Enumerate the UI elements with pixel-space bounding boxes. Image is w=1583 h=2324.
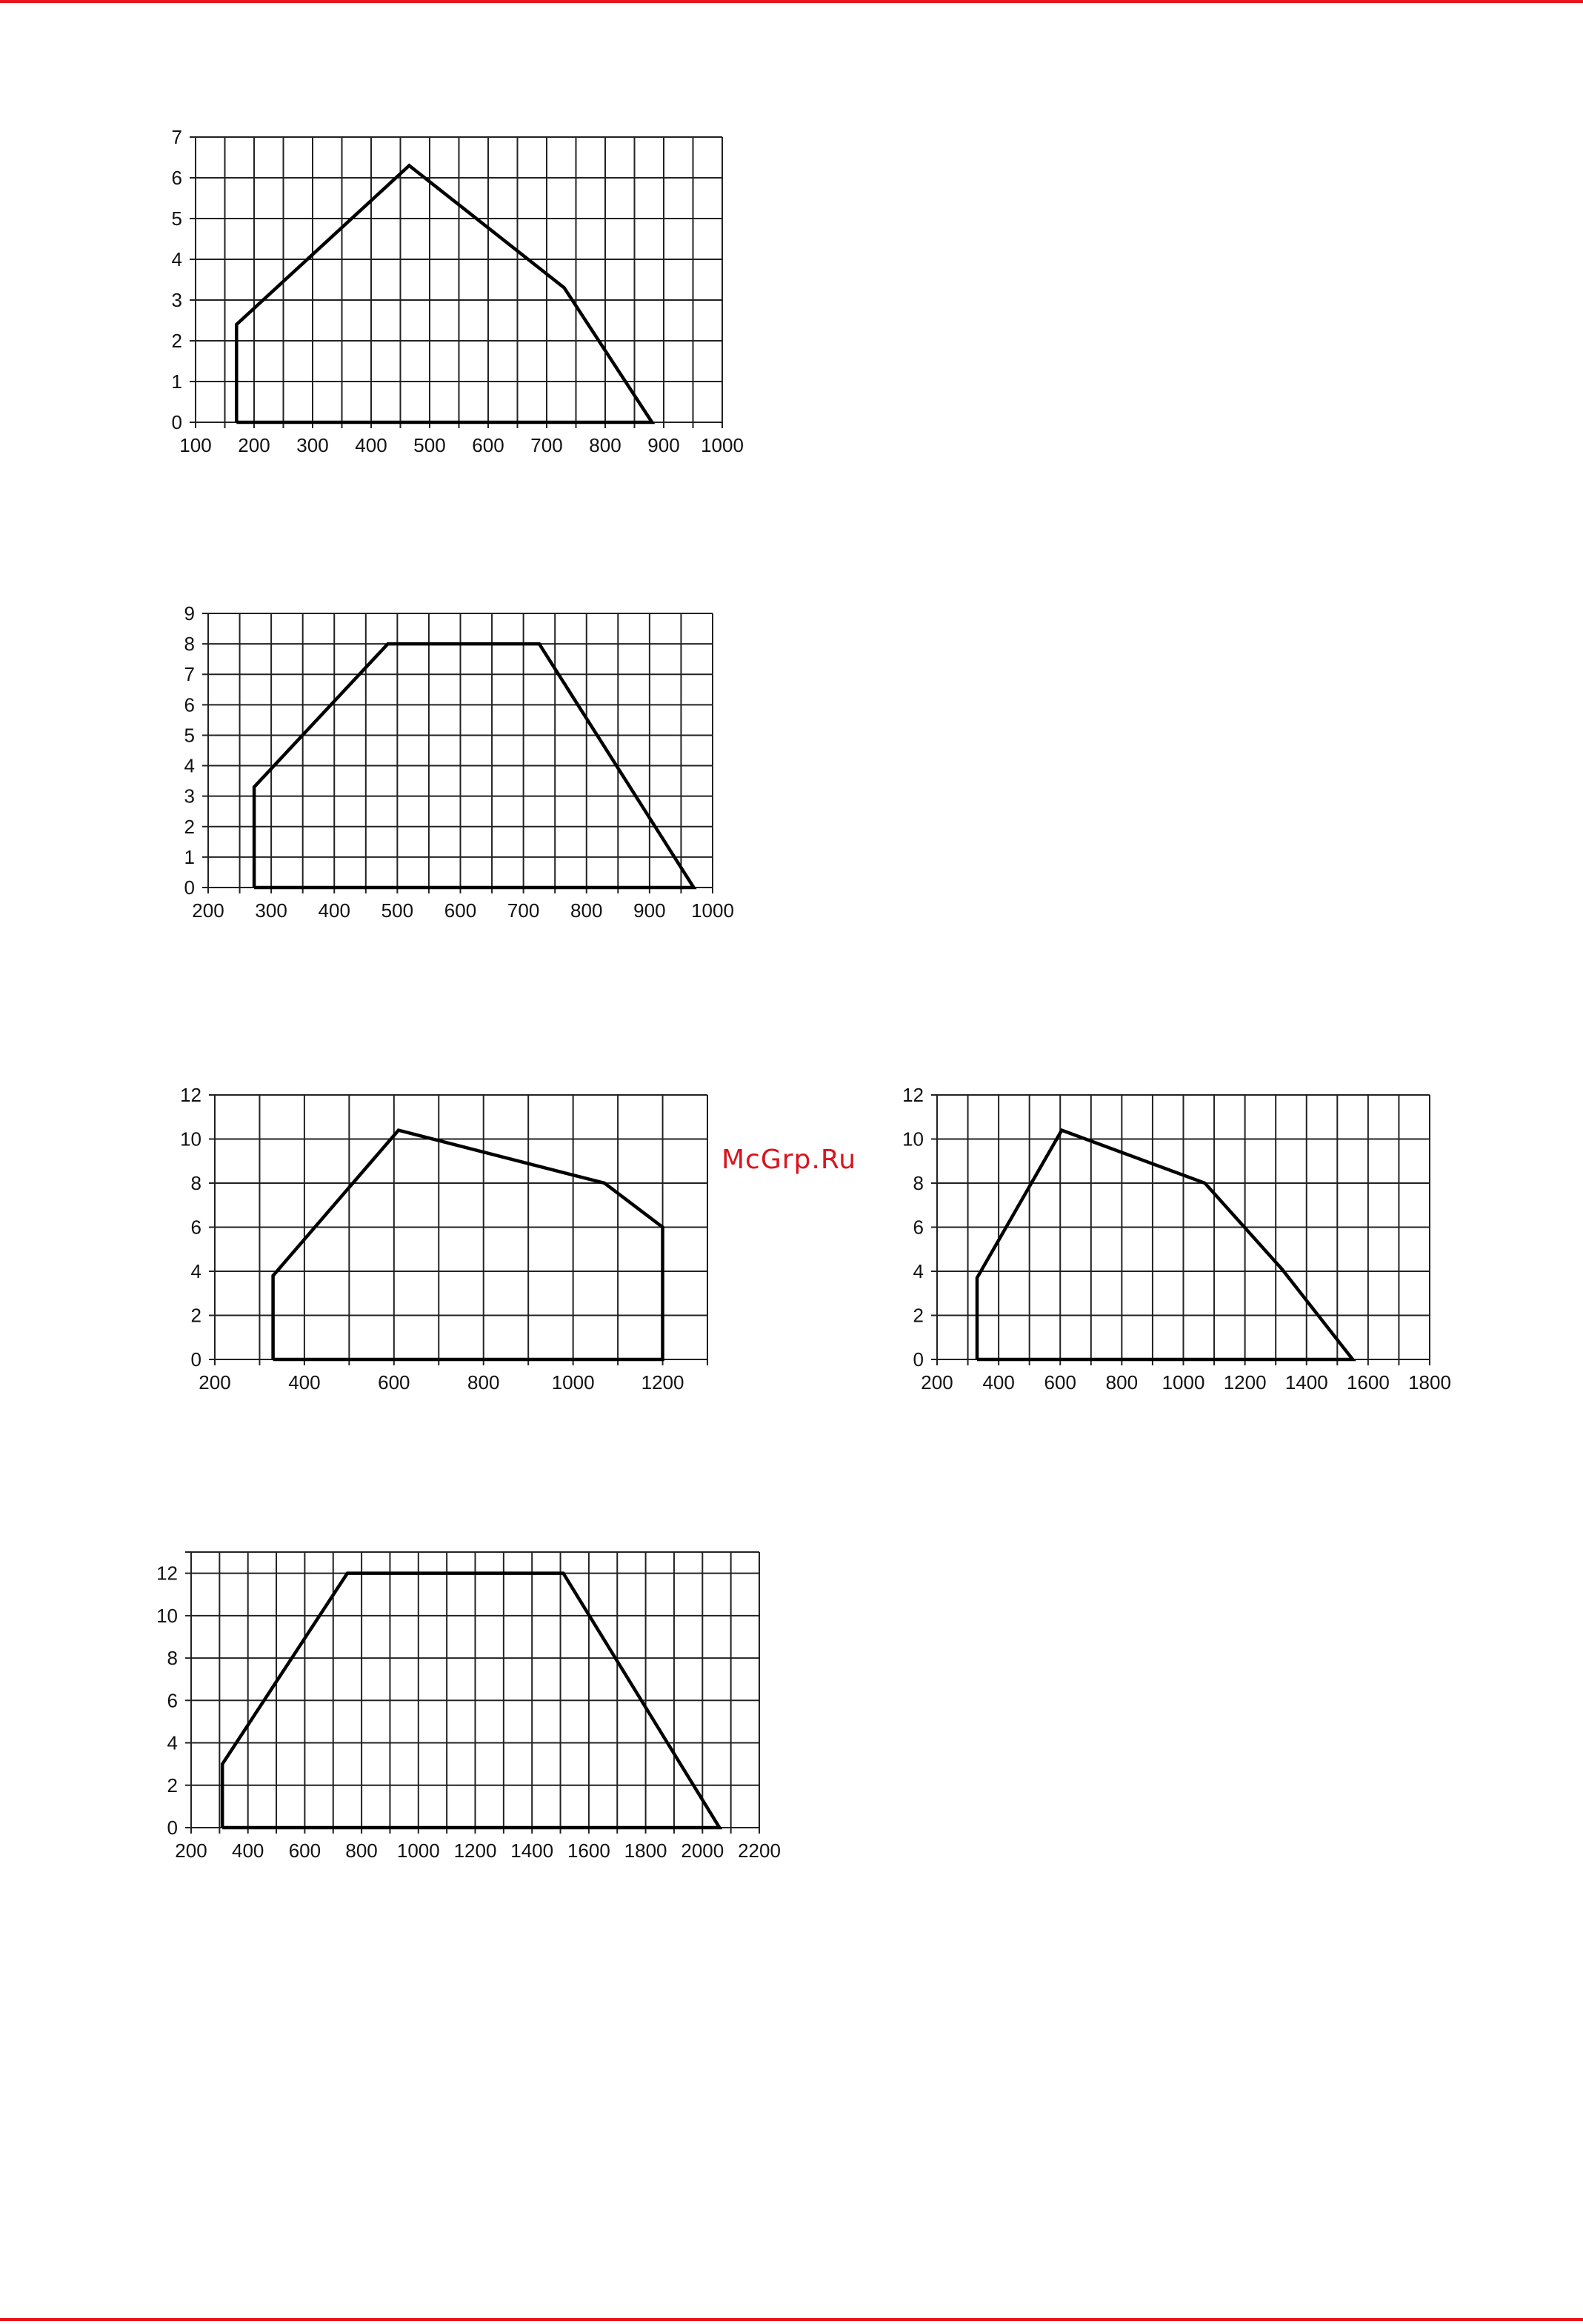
watermark-text: McGrp.Ru <box>721 1145 857 1175</box>
x-tick-label: 600 <box>444 899 477 922</box>
y-tick-label: 12 <box>156 1562 178 1585</box>
x-tick-label: 800 <box>589 434 621 456</box>
x-tick-label: 1400 <box>1284 1371 1328 1394</box>
x-tick-label: 1000 <box>1162 1371 1205 1394</box>
x-tick-label: 1000 <box>396 1839 440 1862</box>
x-tick-label: 700 <box>507 899 540 922</box>
x-tick-label: 400 <box>318 899 350 922</box>
x-tick-label: 500 <box>413 434 446 456</box>
x-tick-label: 200 <box>199 1371 231 1394</box>
y-tick-label: 2 <box>913 1304 924 1327</box>
y-tick-label: 1 <box>171 370 182 393</box>
x-tick-label: 1200 <box>641 1371 684 1394</box>
y-tick-label: 4 <box>190 1260 201 1282</box>
y-tick-label: 12 <box>180 1084 201 1106</box>
y-tick-label: 5 <box>184 724 195 747</box>
x-tick-label: 700 <box>530 434 563 456</box>
data-polyline <box>273 1131 663 1359</box>
x-tick-label: 200 <box>175 1839 207 1862</box>
x-tick-label: 1000 <box>701 434 744 456</box>
y-tick-label: 3 <box>171 289 182 311</box>
x-tick-label: 1800 <box>1408 1371 1451 1394</box>
chart-5 <box>156 1552 781 1862</box>
y-tick-label: 8 <box>184 633 195 656</box>
y-tick-label: 5 <box>171 207 182 230</box>
x-tick-label: 800 <box>570 899 603 922</box>
y-tick-label: 1 <box>184 845 195 868</box>
y-tick-label: 4 <box>171 248 182 270</box>
y-tick-label: 3 <box>184 785 195 808</box>
y-tick-label: 12 <box>902 1084 924 1106</box>
y-tick-label: 0 <box>184 876 195 899</box>
y-tick-label: 9 <box>184 602 195 625</box>
x-tick-label: 200 <box>238 434 270 456</box>
y-tick-label: 0 <box>190 1348 201 1371</box>
x-tick-label: 1000 <box>691 899 734 922</box>
x-tick-label: 900 <box>647 434 680 456</box>
y-tick-label: 4 <box>184 754 195 777</box>
x-tick-label: 1200 <box>453 1839 497 1862</box>
y-tick-label: 4 <box>167 1731 178 1754</box>
y-tick-label: 6 <box>190 1216 201 1239</box>
x-tick-label: 2000 <box>681 1839 724 1862</box>
x-tick-label: 300 <box>255 899 287 922</box>
y-tick-label: 6 <box>184 693 195 716</box>
y-tick-label: 4 <box>913 1260 924 1282</box>
bottom-rule <box>0 2318 1583 2321</box>
x-tick-label: 1000 <box>551 1371 595 1394</box>
chart-1 <box>172 126 744 456</box>
y-tick-label: 0 <box>167 1817 178 1839</box>
y-tick-label: 8 <box>167 1647 178 1670</box>
y-tick-label: 2 <box>190 1304 201 1327</box>
x-tick-label: 600 <box>472 434 504 456</box>
x-tick-label: 600 <box>1044 1371 1076 1394</box>
x-tick-label: 2200 <box>738 1839 781 1862</box>
data-polyline <box>236 166 652 423</box>
x-tick-label: 500 <box>381 899 414 922</box>
x-tick-label: 200 <box>921 1371 953 1394</box>
x-tick-label: 100 <box>179 434 212 456</box>
y-tick-label: 0 <box>913 1348 924 1371</box>
data-polyline <box>977 1131 1353 1359</box>
x-tick-label: 800 <box>345 1839 378 1862</box>
y-tick-label: 10 <box>180 1128 201 1151</box>
x-tick-label: 300 <box>296 434 329 456</box>
y-tick-label: 10 <box>902 1128 924 1151</box>
y-tick-label: 10 <box>156 1604 178 1627</box>
x-tick-label: 1600 <box>567 1839 610 1862</box>
x-tick-label: 600 <box>288 1839 321 1862</box>
y-tick-label: 0 <box>171 411 182 433</box>
x-tick-label: 600 <box>378 1371 410 1394</box>
x-tick-label: 400 <box>232 1839 264 1862</box>
y-tick-label: 2 <box>184 815 195 838</box>
y-tick-label: 7 <box>184 663 195 686</box>
x-tick-label: 1200 <box>1223 1371 1267 1394</box>
x-tick-label: 1600 <box>1346 1371 1390 1394</box>
y-tick-label: 7 <box>171 126 182 148</box>
x-tick-label: 200 <box>192 899 224 922</box>
x-tick-label: 800 <box>467 1371 500 1394</box>
x-tick-label: 800 <box>1105 1371 1139 1394</box>
y-tick-label: 8 <box>190 1172 201 1194</box>
y-tick-label: 6 <box>171 167 182 189</box>
chart-4 <box>902 1084 1451 1394</box>
x-tick-label: 900 <box>633 899 666 922</box>
chart-3 <box>180 1084 707 1394</box>
x-tick-label: 400 <box>288 1371 321 1394</box>
x-tick-label: 1800 <box>624 1839 667 1862</box>
chart-2 <box>184 602 734 922</box>
x-tick-label: 400 <box>982 1371 1015 1394</box>
y-tick-label: 2 <box>171 330 182 352</box>
x-tick-label: 400 <box>355 434 387 456</box>
y-tick-label: 6 <box>167 1689 178 1712</box>
y-tick-label: 8 <box>913 1172 924 1194</box>
y-tick-label: 6 <box>913 1216 924 1239</box>
x-tick-label: 1400 <box>510 1839 554 1862</box>
y-tick-label: 2 <box>167 1774 178 1797</box>
